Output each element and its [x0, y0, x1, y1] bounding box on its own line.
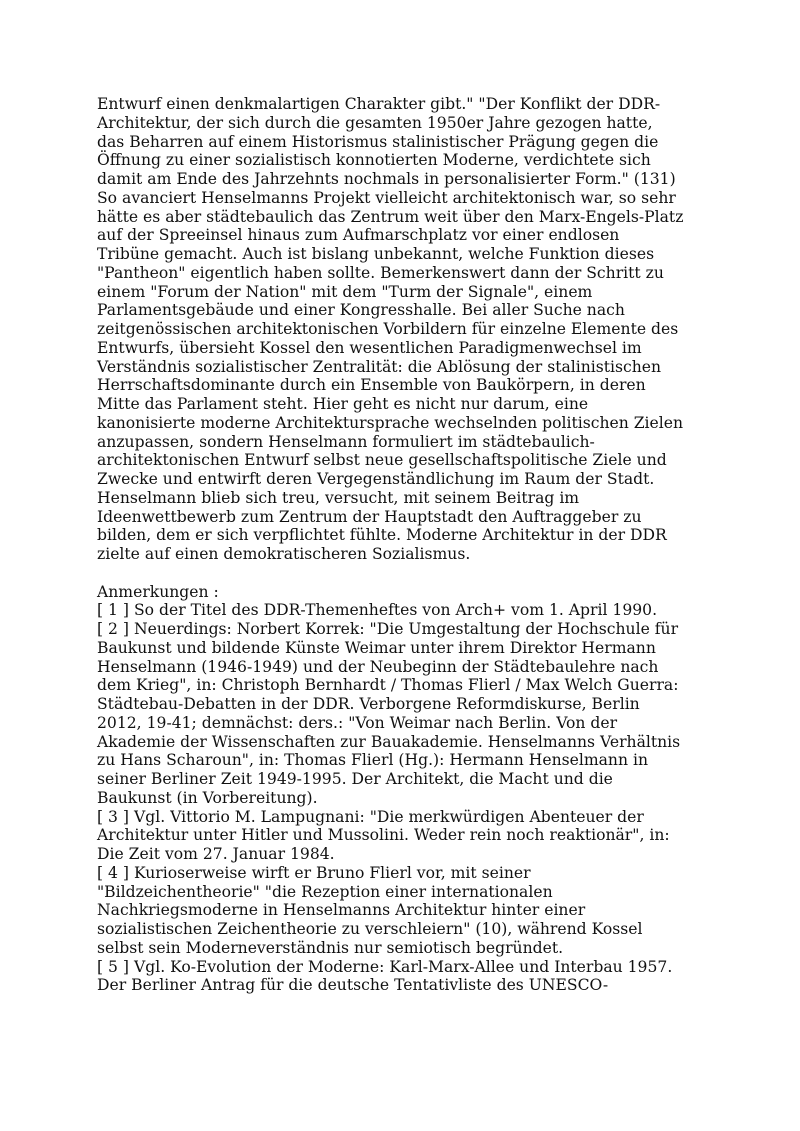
- body-text: [97, 95, 737, 564]
- body-line: Entwurfs, übersieht Kossel den wesentlichen Paradigmenwechsel im: [97, 338, 642, 357]
- body-line: zielte auf einen demokratischeren Sozialismus.: [97, 545, 471, 563]
- body-line: Mitte das Parlament steht. Hier geht es nicht nur darum, eine: [97, 395, 589, 413]
- note-line: Nachkriegsmoderne in Henselmanns Architektur hinter einer: [97, 901, 586, 920]
- note-line: Baukunst (in Vorbereitung).: [97, 788, 318, 807]
- body-line: damit am Ende des Jahrzehnts nochmals in personalisierter Form." (131): [97, 170, 676, 188]
- body-line: So avanciert Henselmanns Projekt vielleicht architektonisch war, so sehr: [97, 188, 676, 207]
- body-line: zeitgenössischen architektonischen Vorbildern für einzelne Elemente des: [97, 320, 679, 338]
- note-line: selbst sein Moderneverständnis nur semiotisch begründet.: [97, 938, 564, 957]
- notes-section: [97, 583, 737, 996]
- body-line: Henselmann blieb sich treu, versucht, mit seinem Beitrag im: [97, 488, 580, 507]
- body-line: "Pantheon" eigentlich haben sollte. Bemerkenswert dann der Schritt zu: [97, 263, 664, 282]
- body-line: Ideenwettbewerb zum Zentrum der Hauptstadt den Auftraggeber zu: [97, 507, 642, 526]
- note-line: [ 5 ] Vgl. Ko-Evolution der Moderne: Karl-Marx-Allee und Interbau 1957.: [97, 957, 673, 976]
- body-line: auf der Spreeinsel hinaus zum Aufmarschplatz vor einer endlosen: [97, 226, 620, 245]
- note-line: zu Hans Scharoun", in: Thomas Flierl (Hg.): Hermann Henselmann in: [97, 751, 648, 770]
- note-line: [ 4 ] Kurioserweise wirft er Bruno Flierl vor, mit seiner: [97, 863, 531, 882]
- note-line: Henselmann (1946-1949) und der Neubeginn der Städtebaulehre nach: [97, 657, 659, 676]
- body-line: Öffnung zu einer sozialistisch konnotierten Moderne, verdichtete sich: [97, 151, 651, 170]
- note-line: 2012, 19-41; demnächst: ders.: "Von Weimar nach Berlin. Von der: [97, 713, 618, 732]
- body-line: Zwecke und entwirft deren Vergegenständlichung im Raum der Stadt.: [97, 470, 655, 488]
- body-line: hätte es aber städtebaulich das Zentrum weit über den Marx-Engels-Platz: [97, 207, 684, 226]
- note-line: "Bildzeichentheorie" "die Rezeption einer internationalen: [97, 882, 553, 901]
- document-page: [97, 95, 737, 995]
- note-line: Architektur unter Hitler und Mussolini. Weder rein noch reaktionär", in:: [97, 826, 670, 845]
- note-line: Baukunst und bildende Künste Weimar unter ihrem Direktor Hermann: [97, 638, 656, 657]
- body-line: anzupassen, sondern Henselmann formuliert im städtebaulich-: [97, 432, 595, 451]
- body-line: kanonisierte moderne Architektursprache wechselnden politischen Zielen: [97, 413, 684, 432]
- note-line: [ 3 ] Vgl. Vittorio M. Lampugnani: "Die merkwürdigen Abenteuer der: [97, 807, 644, 826]
- notes-heading: Anmerkungen :: [97, 582, 219, 601]
- note-line: Städtebau-Debatten in der DDR. Verborgene Reformdiskurse, Berlin: [97, 695, 640, 713]
- body-line: Herrschaftsdominante durch ein Ensemble von Baukörpern, in deren: [97, 376, 646, 395]
- body-line: Entwurf einen denkmalartigen Charakter gibt." "Der Konflikt der DDR-: [97, 95, 661, 113]
- body-line: das Beharren auf einem Historismus stalinistischer Prägung gegen die: [97, 132, 659, 151]
- body-line: einem "Forum der Nation" mit dem "Turm der Signale", einem: [97, 282, 593, 301]
- note-line: [ 2 ] Neuerdings: Norbert Korrek: "Die Umgestaltung der Hochschule für: [97, 620, 679, 638]
- paragraph-gap: [97, 564, 737, 583]
- note-line: [ 1 ] So der Titel des DDR-Themenheftes von Arch+ vom 1. April 1990.: [97, 601, 658, 620]
- body-line: Tribüne gemacht. Auch ist bislang unbekannt, welche Funktion dieses: [97, 245, 655, 263]
- note-line: Die Zeit vom 27. Januar 1984.: [97, 845, 335, 863]
- body-line: Architektur, der sich durch die gesamten 1950er Jahre gezogen hatte,: [97, 113, 653, 132]
- note-line: dem Krieg", in: Christoph Bernhardt / Thomas Flierl / Max Welch Guerra:: [97, 676, 679, 695]
- note-line: Der Berliner Antrag für die deutsche Tentativliste des UNESCO-: [97, 976, 609, 995]
- note-line: Akademie der Wissenschaften zur Bauakademie. Henselmanns Verhältnis: [97, 732, 681, 751]
- body-line: Parlamentsgebäude und einer Kongresshalle. Bei aller Suche nach: [97, 301, 625, 320]
- body-line: architektonischen Entwurf selbst neue gesellschaftspolitische Ziele und: [97, 451, 667, 470]
- body-line: Verständnis sozialistischer Zentralität: die Ablösung der stalinistischen: [97, 357, 662, 376]
- note-line: seiner Berliner Zeit 1949-1995. Der Architekt, die Macht und die: [97, 770, 613, 788]
- body-line: bilden, dem er sich verpflichtet fühlte. Moderne Architektur in der DDR: [97, 526, 667, 545]
- note-line: sozialistischen Zeichentheorie zu verschleiern" (10), während Kossel: [97, 920, 643, 938]
